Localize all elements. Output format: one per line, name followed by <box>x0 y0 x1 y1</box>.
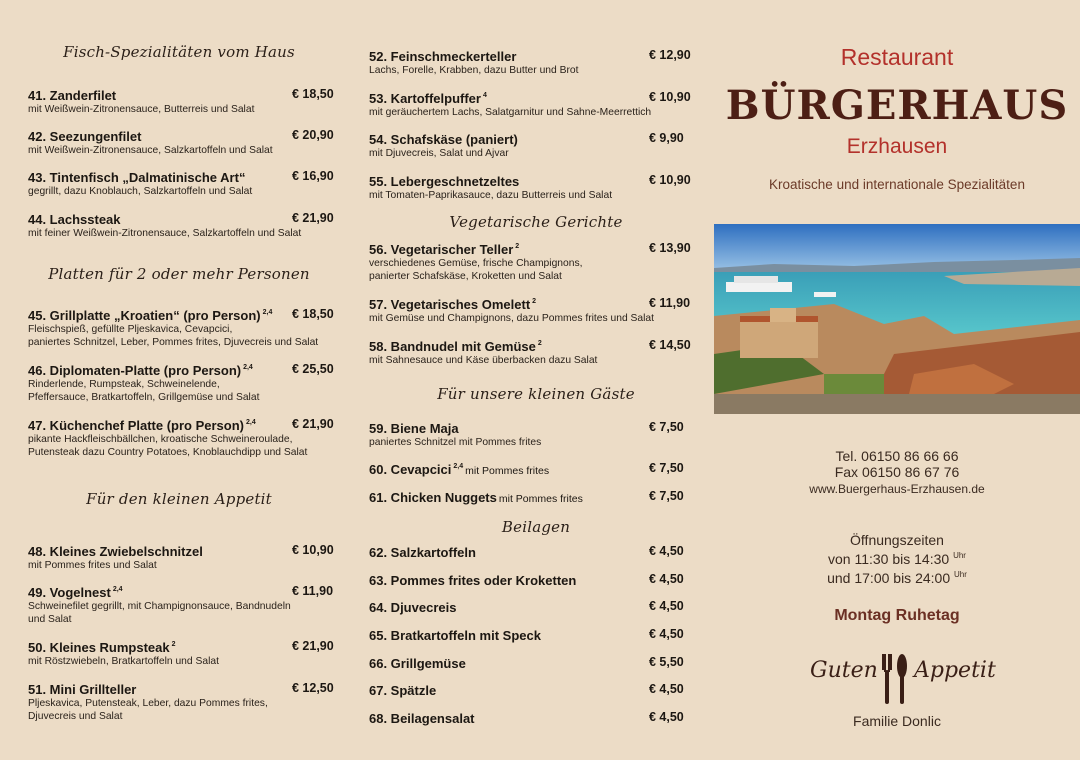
item-name: 54. Schafskäse (paniert) <box>369 132 518 147</box>
section-title-fish: Fisch-Spezialitäten vom Haus <box>63 43 295 61</box>
item-description: pikante Hackfleischbällchen, kroatische Schweineroulade, Putensteak dazu Country Potatoes, Knoblauchdipp und Salat <box>28 434 308 458</box>
menu-column-left <box>0 0 358 760</box>
item-price: € 25,50 <box>292 362 334 376</box>
menu-item <box>369 48 694 77</box>
menu-item <box>369 241 694 283</box>
item-name: 53. Kartoffelpuffer <box>369 91 481 106</box>
item-description: mit Röstzwiebeln, Bratkartoffeln und Salat <box>28 656 219 667</box>
opening-hours-lunch <box>714 551 1080 567</box>
item-description: mit Tomaten-Paprikasauce, dazu Butterreis und Salat <box>369 190 613 201</box>
item-name: 57. Vegetarisches Omelett <box>369 297 531 312</box>
item-price: € 20,90 <box>292 128 334 142</box>
item-inline-description: mit Pommes frites <box>465 465 550 477</box>
item-name: 42. Seezungenfilet <box>28 129 142 144</box>
menu-item <box>369 173 694 202</box>
item-price: € 4,50 <box>649 682 684 696</box>
item-description: mit Weißwein-Zitronensauce, Butterreis und Salat <box>28 104 255 115</box>
item-description: mit Weißwein-Zitronensauce, Salzkartoffeln und Salat <box>28 145 273 156</box>
menu-item <box>28 681 342 723</box>
menu-item <box>369 544 694 560</box>
item-price: € 16,90 <box>292 169 334 183</box>
item-description: verschiedenes Gemüse, frische Champignons, panierter Schafskäse, Kroketten und Salat <box>369 258 583 282</box>
item-name: 64. Djuvecreis <box>369 600 457 615</box>
item-name: 60. Cevapcici <box>369 462 452 477</box>
menu-item <box>28 87 342 116</box>
allergen-note: 2,4 <box>112 586 123 593</box>
guten-appetit-logo <box>806 652 996 708</box>
item-price: € 5,50 <box>649 655 684 669</box>
allergen-note: 2 <box>532 298 537 305</box>
item-price: € 7,50 <box>649 489 684 503</box>
menu-item <box>28 128 342 157</box>
phone-number: Tel. 06150 86 66 66 <box>835 448 959 464</box>
item-price: € 14,50 <box>649 338 691 352</box>
menu-column-middle <box>358 0 714 760</box>
menu-item <box>369 420 694 449</box>
closed-day: Montag Ruhetag <box>834 607 960 624</box>
item-price: € 9,90 <box>649 131 684 145</box>
hours-unit: Uhr <box>954 570 967 579</box>
section-title-kids: Für unsere kleinen Gäste <box>437 385 635 403</box>
item-name: 66. Grillgemüse <box>369 656 466 671</box>
menu-item <box>28 417 342 459</box>
item-description: Fleischspieß, gefüllte Pljeskavica, Cevapcici, paniertes Schnitzel, Leber, Pommes frites, Djuvecreis und Salat <box>28 324 319 348</box>
item-name: 56. Vegetarischer Teller <box>369 242 514 257</box>
allergen-note: 2,4 <box>246 419 256 426</box>
section-title-vegetarian: Vegetarische Gerichte <box>449 213 623 231</box>
restaurant-name: BÜRGERHAUS <box>725 82 1069 129</box>
restaurant-subtitle: Kroatische und internationale Spezialitäten <box>769 177 1025 192</box>
item-name: 62. Salzkartoffeln <box>369 545 476 560</box>
item-inline-description: mit Pommes frites <box>498 493 583 505</box>
logo-text-right: Appetit <box>914 658 996 683</box>
section-title-small-appetite: Für den kleinen Appetit <box>86 490 272 508</box>
hours-text: von 11:30 bis 14:30 <box>828 551 950 567</box>
item-price: € 4,50 <box>649 710 684 724</box>
allergen-note: 2,4 <box>262 309 273 316</box>
menu-item <box>369 489 694 505</box>
allergen-note: 4 <box>482 92 487 99</box>
hours-unit: Uhr <box>953 551 966 560</box>
item-price: € 21,90 <box>292 417 334 431</box>
item-name: 45. Grillplatte „Kroatien“ (pro Person) <box>28 308 261 323</box>
menu-item <box>369 90 694 119</box>
item-description: paniertes Schnitzel mit Pommes frites <box>369 437 542 448</box>
website-link[interactable]: www.Buergerhaus-Erzhausen.de <box>809 482 985 496</box>
item-price: € 21,90 <box>292 639 334 653</box>
opening-hours-evening <box>714 570 1080 586</box>
allergen-note: 2 <box>515 243 520 250</box>
item-name: 44. Lachssteak <box>28 212 121 227</box>
menu-item <box>28 543 342 572</box>
menu-item <box>369 599 694 615</box>
item-name: 68. Beilagensalat <box>369 711 475 726</box>
item-name: 59. Biene Maja <box>369 421 459 436</box>
menu-item <box>369 131 694 160</box>
allergen-note: 2,4 <box>243 364 253 371</box>
menu-item <box>369 627 694 643</box>
menu-item <box>28 211 342 240</box>
item-description: mit geräuchertem Lachs, Salatgarnitur und Sahne-Meerrettich <box>369 107 652 118</box>
menu-item <box>369 572 694 588</box>
item-description: mit Djuvecreis, Salat und Ajvar <box>369 148 509 159</box>
fax-number: Fax 06150 86 67 76 <box>834 464 960 480</box>
item-price: € 11,90 <box>649 296 691 310</box>
restaurant-city: Erzhausen <box>846 135 948 158</box>
item-description: mit feiner Weißwein-Zitronensauce, Salzkartoffeln und Salat <box>28 228 302 239</box>
item-description: Schweinefilet gegrillt, mit Champignonsauce, Bandnudeln und Salat <box>28 601 291 625</box>
section-title-sides: Beilagen <box>501 518 571 536</box>
menu-item <box>369 461 694 477</box>
menu-item <box>28 307 342 349</box>
item-description: mit Gemüse und Champignons, dazu Pommes frites und Salat <box>369 313 655 324</box>
item-name: 67. Spätzle <box>369 683 437 698</box>
hours-text: und 17:00 bis 24:00 <box>827 570 951 586</box>
item-price: € 12,50 <box>292 681 334 695</box>
restaurant-label: Restaurant <box>840 44 954 70</box>
item-price: € 13,90 <box>649 241 691 255</box>
item-name: 46. Diplomaten-Platte (pro Person) <box>28 363 242 378</box>
cutlery-icon <box>880 652 912 708</box>
item-description: mit Pommes frites und Salat <box>28 560 157 571</box>
item-name: 61. Chicken Nuggets <box>369 490 497 505</box>
section-title-platters: Platten für 2 oder mehr Personen <box>48 265 310 283</box>
item-name: 41. Zanderfilet <box>28 88 117 103</box>
item-price: € 7,50 <box>649 420 684 434</box>
item-price: € 12,90 <box>649 48 691 62</box>
menu-item <box>28 362 342 404</box>
item-name: 50. Kleines Rumpsteak <box>28 640 170 655</box>
item-price: € 18,50 <box>292 87 334 101</box>
item-price: € 4,50 <box>649 572 684 586</box>
item-name: 65. Bratkartoffeln mit Speck <box>369 628 541 643</box>
item-description: mit Sahnesauce und Käse überbacken dazu Salat <box>369 355 598 366</box>
item-name: 52. Feinschmeckerteller <box>369 49 517 64</box>
menu-item <box>369 682 694 698</box>
item-price: € 10,90 <box>292 543 334 557</box>
item-price: € 4,50 <box>649 599 684 613</box>
item-description: Rinderlende, Rumpsteak, Schweinelende, Pfeffersauce, Bratkartoffeln, Grillgemüse und Salat <box>28 379 260 403</box>
family-name: Familie Donlic <box>853 713 941 729</box>
item-name: 48. Kleines Zwiebelschnitzel <box>28 544 203 559</box>
item-price: € 21,90 <box>292 211 334 225</box>
coastal-city-photo <box>714 224 1080 414</box>
item-price: € 4,50 <box>649 627 684 641</box>
item-price: € 10,90 <box>649 173 691 187</box>
item-price: € 4,50 <box>649 544 684 558</box>
menu-item <box>369 710 694 726</box>
menu-item <box>28 639 342 668</box>
allergen-note: 2 <box>537 340 542 347</box>
menu-item <box>28 584 342 626</box>
allergen-note: 2,4 <box>453 463 464 470</box>
menu-item <box>369 655 694 671</box>
item-description: Lachs, Forelle, Krabben, dazu Butter und Brot <box>369 65 579 76</box>
item-name: 51. Mini Grillteller <box>28 682 137 697</box>
allergen-note: 2 <box>171 641 176 648</box>
item-price: € 10,90 <box>649 90 691 104</box>
menu-item <box>28 169 342 198</box>
item-name: 55. Lebergeschnetzeltes <box>369 174 520 189</box>
item-name: 47. Küchenchef Platte (pro Person) <box>28 418 244 433</box>
item-description: gegrillt, dazu Knoblauch, Salzkartoffeln und Salat <box>28 186 253 197</box>
item-name: 58. Bandnudel mit Gemüse <box>369 339 536 354</box>
item-price: € 11,90 <box>292 584 334 598</box>
item-name: 63. Pommes frites oder Kroketten <box>369 573 577 588</box>
item-price: € 7,50 <box>649 461 684 475</box>
menu-item <box>369 296 694 325</box>
item-name: 49. Vogelnest <box>28 585 111 600</box>
logo-text-left: Guten <box>810 658 878 683</box>
item-description: Pljeskavica, Putensteak, Leber, dazu Pommes frites, Djuvecreis und Salat <box>28 698 268 722</box>
item-price: € 18,50 <box>292 307 334 321</box>
item-name: 43. Tintenfisch „Dalmatinische Art“ <box>28 170 246 185</box>
restaurant-info-column <box>714 0 1080 760</box>
opening-hours-title: Öffnungszeiten <box>850 532 944 548</box>
menu-item <box>369 338 694 367</box>
